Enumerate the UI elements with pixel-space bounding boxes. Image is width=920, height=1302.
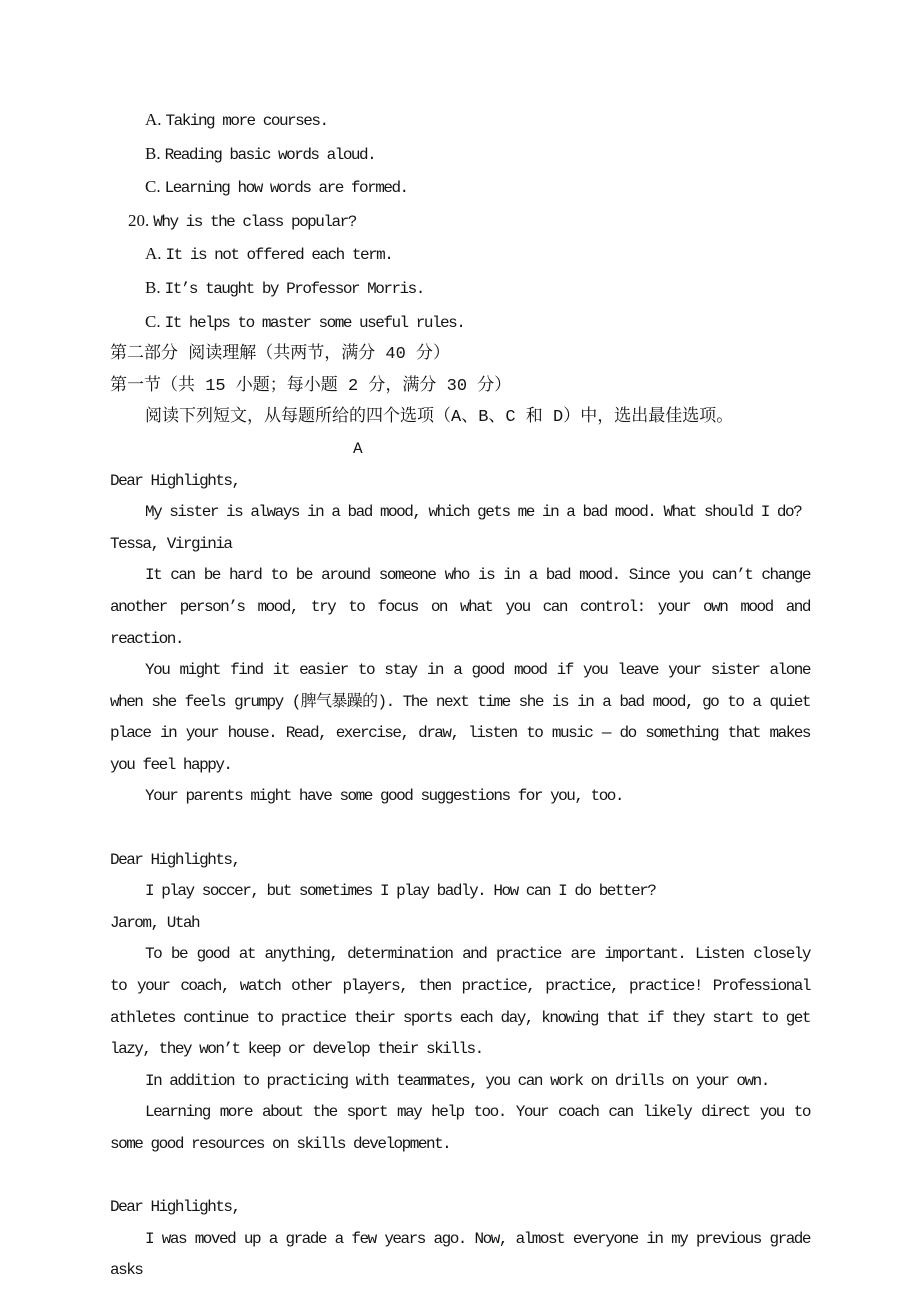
- reply-paragraph: In addition to practicing with teammates, you can work on drills on your own.: [145, 1071, 769, 1090]
- reading-instructions: 阅读下列短文，从每题所给的四个选项（A、B、C 和 D）中，选出最佳选项。: [145, 408, 734, 428]
- option-b-label: B.: [145, 277, 161, 297]
- question-20-option-a: [145, 238, 810, 272]
- letter-salutation: Dear Highlights,: [110, 850, 240, 869]
- option-a-text: It is not offered each term.: [165, 246, 393, 265]
- option-c-label: C.: [145, 311, 161, 331]
- option-b-text: It’s taught by Professor Morris.: [164, 279, 424, 298]
- question-20-option-c: [145, 306, 810, 340]
- section1-heading: 第一节（共 15 小题；每小题 2 分，满分 30 分）: [110, 376, 512, 396]
- letter-salutation: Dear Highlights,: [110, 471, 240, 490]
- option-b-text: Reading basic words aloud.: [164, 145, 376, 164]
- letter-tessa: [110, 466, 810, 814]
- option-a-text: Taking more courses.: [165, 112, 328, 130]
- letter-salutation: Dear Highlights,: [110, 1198, 240, 1217]
- question-19-option-c: [145, 171, 810, 205]
- part2-heading: 第二部分 阅读理解（共两节，满分 40 分）: [110, 345, 451, 365]
- question-19-option-a: [145, 104, 810, 138]
- option-b-label: B.: [145, 143, 161, 163]
- option-c-text: Learning how words are formed.: [164, 179, 408, 198]
- reply-paragraph: Learning more about the sport may help too. Your coach can likely direct you to some good resources on skills development.: [110, 1103, 810, 1153]
- letter-third-truncated: [110, 1192, 810, 1287]
- option-c-text: It helps to master some useful rules.: [164, 313, 465, 332]
- letter-question: I was moved up a grade a few years ago. Now, almost everyone in my previous grade asks: [110, 1229, 810, 1280]
- question-20-number: 20.: [128, 210, 150, 230]
- passage-a-label: A: [353, 439, 362, 458]
- letter-question: My sister is always in a bad mood, which gets me in a bad mood. What should I do?: [145, 503, 802, 522]
- question-20-text: Why is the class popular?: [153, 212, 356, 231]
- question-19-option-b: [145, 138, 810, 172]
- reply-paragraph: Your parents might have some good suggestions for you, too.: [145, 787, 623, 806]
- letter-signature: Jarom, Utah: [110, 913, 200, 932]
- option-a-label: A.: [145, 244, 162, 264]
- letter-jarom: [110, 845, 810, 1161]
- reply-paragraph: You might find it easier to stay in a good mood if you leave your sister alone when she feels grumpy (脾气暴躁的). The next time she is in a bad mood, go to a quiet place in your house. Read, exercise, draw, listen to music — do something that makes you feel happy.: [110, 661, 810, 774]
- question-20-stem: [128, 205, 810, 239]
- letter-signature: Tessa, Virginia: [110, 534, 232, 553]
- option-a-label: A.: [145, 110, 162, 129]
- option-c-label: C.: [145, 177, 161, 197]
- reply-paragraph: It can be hard to be around someone who is in a bad mood. Since you can’t change another person’s mood, try to focus on what you can control: your own mood and reaction.: [110, 566, 810, 648]
- question-20-option-b: [145, 272, 810, 306]
- reply-paragraph: To be good at anything, determination and practice are important. Listen closely to your coach, watch other players, then practice, practice, practice! Professional athletes continue to practice their sports each day, knowing that if they start to get lazy, they won’t keep or develop their skills.: [110, 945, 810, 1059]
- letter-question: I play soccer, but sometimes I play badly. How can I do better?: [145, 882, 656, 901]
